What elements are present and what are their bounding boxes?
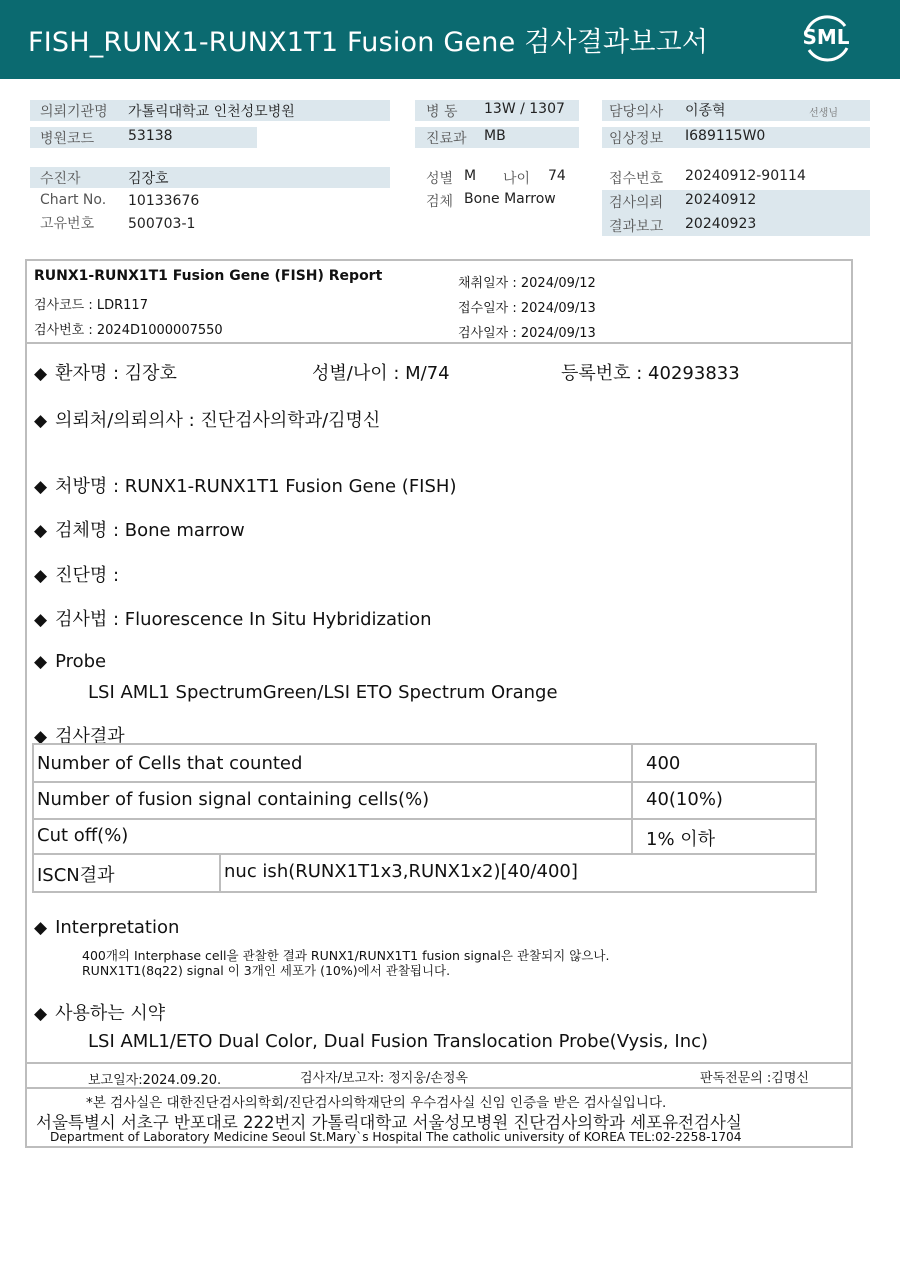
specimen-line: ◆ 검체명 : Bone marrow: [34, 520, 245, 541]
age-value: 74: [548, 168, 566, 184]
diamond-bullet-icon: ◆: [34, 477, 48, 497]
report-date: 보고일자:2024.09.20.: [88, 1073, 222, 1088]
test-request-value: 20240912: [685, 192, 757, 208]
test-date: 검사일자 : 2024/09/13: [458, 326, 596, 341]
diamond-bullet-icon: ◆: [34, 566, 48, 586]
patient-name: 김장호: [128, 171, 169, 187]
hospital-code-label: 병원코드: [40, 131, 95, 147]
sex-value: M: [464, 168, 477, 184]
table-cell-label: Number of Cells that counted: [37, 753, 303, 774]
diamond-bullet-icon: ◆: [34, 652, 48, 672]
unique-no-label: 고유번호: [40, 216, 95, 232]
test-code: 검사코드 : LDR117: [34, 298, 148, 313]
table-cell-value: 400: [646, 753, 681, 774]
report-divider: [27, 1062, 851, 1064]
referrer-line: ◆ 의뢰처/의뢰의사 : 진단검사의학과/김명신: [34, 410, 381, 431]
receipt-date: 접수일자 : 2024/09/13: [458, 301, 596, 316]
tester: 검사자/보고자: 정지웅/손정옥: [300, 1071, 468, 1086]
diamond-bullet-icon: ◆: [34, 521, 48, 541]
probe-value: LSI AML1 SpectrumGreen/LSI ETO Spectrum Orange: [88, 682, 558, 703]
iscn-label: ISCN결과: [37, 865, 115, 886]
specimen-label: 검체: [426, 194, 454, 210]
diamond-bullet-icon: ◆: [34, 610, 48, 630]
sml-logo: [797, 12, 855, 64]
iscn-value: nuc ish(RUNX1T1x3,RUNX1x2)[40/400]: [224, 861, 578, 882]
table-row-divider: [32, 781, 817, 783]
unique-no-value: 500703-1: [128, 216, 196, 232]
report-divider: [27, 342, 851, 344]
table-row-divider: [32, 818, 817, 820]
patient-name-line: ◆ 환자명 : 김장호: [34, 363, 177, 384]
diamond-bullet-icon: ◆: [34, 364, 48, 384]
lab-department-en: Department of Laboratory Medicine Seoul St.Mary`s Hospital The catholic university of KOREA TEL:02-2258-1704: [50, 1130, 742, 1144]
specimen-value: Bone Marrow: [464, 191, 556, 207]
clinical-info-value: I689115W0: [685, 128, 766, 144]
report-title: RUNX1-RUNX1T1 Fusion Gene (FISH) Report: [34, 268, 383, 284]
specialist: 판독전문의 :김명신: [700, 1071, 809, 1086]
sex-label: 성별: [426, 171, 454, 187]
department-value: MB: [484, 128, 506, 144]
hospital-code-value: 53138: [128, 128, 173, 144]
institution-value: 가톨릭대학교 인천성모병원: [128, 104, 295, 120]
receipt-no-value: 20240912-90114: [685, 168, 806, 184]
ward-label: 병 동: [426, 104, 458, 120]
diagnosis-line: ◆ 진단명 :: [34, 565, 120, 586]
receipt-no-label: 접수번호: [609, 171, 664, 187]
diamond-bullet-icon: ◆: [34, 411, 48, 431]
logo-text: SML: [802, 25, 850, 49]
reagent-value: LSI AML1/ETO Dual Color, Dual Fusion Translocation Probe(Vysis, Inc): [88, 1031, 709, 1052]
table-cell-label: Cut off(%): [37, 825, 129, 846]
result-report-label: 결과보고: [609, 219, 664, 235]
lab-address: 서울특별시 서초구 반포대로 222번지 가톨릭대학교 서울성모병원 진단검사의학과 세포유전검사실: [36, 1113, 742, 1132]
chart-no-label: Chart No.: [40, 192, 107, 208]
table-cell-label: Number of fusion signal containing cells(%): [37, 789, 430, 810]
clinical-info-label: 임상정보: [609, 131, 664, 147]
diamond-bullet-icon: ◆: [34, 727, 48, 747]
interpretation-line: 400개의 Interphase cell을 관찰한 결과 RUNX1/RUNX1T1 fusion signal은 관찰되지 않으나.: [82, 948, 610, 963]
sex-age-line: 성별/나이 : M/74: [312, 363, 450, 384]
interpretation-line: RUNX1T1(8q22) signal 이 3개인 세포가 (10%)에서 관찰됩니다.: [82, 963, 451, 978]
test-request-label: 검사의뢰: [609, 195, 664, 211]
prescription-line: ◆ 처방명 : RUNX1-RUNX1T1 Fusion Gene (FISH): [34, 476, 457, 497]
age-label: 나이: [503, 171, 531, 187]
table-col-divider: [219, 853, 221, 893]
chart-no-value: 10133676: [128, 193, 200, 209]
doctor-value: 이종혁: [685, 103, 726, 119]
certification-note: *본 검사실은 대한진단검사의학회/진단검사의학재단의 우수검사실 신임 인증을 받은 검사실입니다.: [86, 1095, 667, 1111]
department-label: 진료과: [426, 131, 467, 147]
test-number: 검사번호 : 2024D1000007550: [34, 323, 223, 338]
registration-line: 등록번호 : 40293833: [561, 363, 740, 384]
collection-date: 채취일자 : 2024/09/12: [458, 276, 596, 291]
table-row-divider: [32, 853, 817, 855]
ward-value: 13W / 1307: [484, 101, 565, 117]
diamond-bullet-icon: ◆: [34, 1004, 48, 1024]
method-line: ◆ 검사법 : Fluorescence In Situ Hybridization: [34, 609, 432, 630]
probe-heading: ◆ Probe: [34, 651, 107, 672]
doctor-suffix: 선생님: [809, 108, 838, 119]
table-cell-value: 1% 이하: [646, 829, 716, 850]
header-bar: [0, 0, 900, 79]
table-col-divider: [631, 743, 633, 855]
table-cell-value: 40(10%): [646, 789, 723, 810]
doctor-label: 담당의사: [609, 104, 664, 120]
result-report-value: 20240923: [685, 216, 757, 232]
diamond-bullet-icon: ◆: [34, 918, 48, 938]
info-band: [30, 167, 390, 188]
reagent-heading: ◆ 사용하는 시약: [34, 1003, 166, 1024]
results-heading: ◆ 검사결과: [34, 726, 125, 747]
patient-label: 수진자: [40, 171, 81, 187]
page-title: FISH_RUNX1-RUNX1T1 Fusion Gene 검사결과보고서: [28, 27, 709, 58]
institution-label: 의뢰기관명: [40, 104, 108, 120]
interpretation-heading: ◆ Interpretation: [34, 917, 180, 938]
